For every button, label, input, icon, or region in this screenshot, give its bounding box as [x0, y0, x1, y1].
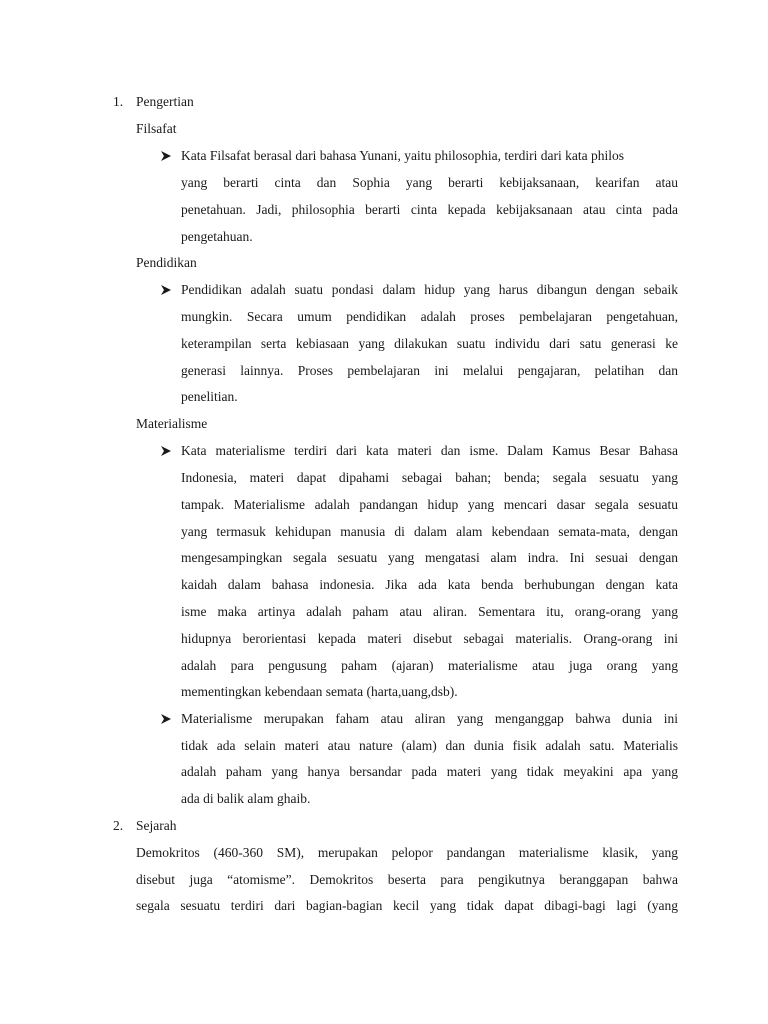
bullet-text-line: Pendidikan adalah suatu pondasi dalam hidup yang harus dibangun dengan sebaik	[181, 282, 678, 297]
subsection-title: Filsafat	[136, 121, 177, 136]
section-number: 1.	[113, 94, 124, 109]
section-number: 2.	[113, 818, 124, 833]
bullet-text-line: tidak ada selain materi atau nature (alam) dan dunia fisik adalah satu. Materialis	[181, 738, 678, 753]
paragraph-line: disebut juga “atomisme”. Demokritos beserta para pengikutnya beranggapan bahwa	[136, 872, 678, 887]
section-heading: Sejarah	[136, 818, 177, 833]
bullet-text-line: penetahuan. Jadi, philosophia berarti cinta kepada kebijaksanaan atau cinta pada	[181, 202, 678, 217]
bullet-text-line: yang termasuk kehidupan manusia di dalam alam kebendaan semata-mata, dengan	[181, 524, 678, 539]
section-heading: Pengertian	[136, 94, 194, 109]
bullet-text-line: pengetahuan.	[181, 229, 253, 244]
bullet-text-line: keterampilan serta kebiasaan yang dilakukan suatu individu dari satu generasi ke	[181, 336, 678, 351]
paragraph-line: segala sesuatu terdiri dari bagian-bagian kecil yang tidak dapat dibagi-bagi lagi (yang	[136, 898, 678, 913]
bullet-text-line: Kata Filsafat berasal dari bahasa Yunani, yaitu philosophia, terdiri dari kata philos	[181, 148, 624, 163]
bullet-text-line: mungkin. Secara umum pendidikan adalah proses pembelajaran pengetahuan,	[181, 309, 678, 324]
bullet-text-line: hidupnya berorientasi kepada materi disebut sebagai materialis. Orang-orang ini	[181, 631, 678, 646]
bullet-text-line: penelitian.	[181, 389, 238, 404]
bullet-text-line: Kata materialisme terdiri dari kata materi dan isme. Dalam Kamus Besar Bahasa	[181, 443, 678, 458]
bullet-text-line: yang berarti cinta dan Sophia yang berarti kebijaksanaan, kearifan atau	[181, 175, 678, 190]
paragraph-line: Demokritos (460-360 SM), merupakan pelopor pandangan materialisme klasik, yang	[136, 845, 678, 860]
bullet-text-line: generasi lainnya. Proses pembelajaran ini melalui pengajaran, pelatihan dan	[181, 363, 678, 378]
bullet-text-line: mementingkan kebendaan semata (harta,uang,dsb).	[181, 684, 458, 699]
bullet-text-line: Indonesia, materi dapat dipahami sebagai bahan; benda; segala sesuatu yang	[181, 470, 678, 485]
bullet-text-line: adalah para pengusung paham (ajaran) materialisme atau juga orang yang	[181, 658, 678, 673]
arrowhead-bullet-icon	[160, 713, 172, 725]
subsection-title: Pendidikan	[136, 255, 197, 270]
arrowhead-bullet-icon	[160, 284, 172, 296]
bullet-text-line: tampak. Materialisme adalah pandangan hidup yang mencari dasar segala sesuatu	[181, 497, 678, 512]
bullet-text-line: adalah paham yang hanya bersandar pada materi yang tidak meyakini apa yang	[181, 764, 678, 779]
arrowhead-bullet-icon	[160, 150, 172, 162]
bullet-text-line: Materialisme merupakan faham atau aliran yang menganggap bahwa dunia ini	[181, 711, 678, 726]
bullet-text-line: isme maka artinya adalah paham atau aliran. Sementara itu, orang-orang yang	[181, 604, 678, 619]
subsection-title: Materialisme	[136, 416, 208, 431]
bullet-text-line: ada di balik alam ghaib.	[181, 791, 311, 806]
bullet-text-line: kaidah dalam bahasa indonesia. Jika ada kata benda berhubungan dengan kata	[181, 577, 678, 592]
arrowhead-bullet-icon	[160, 445, 172, 457]
bullet-text-line: mengesampingkan segala sesuatu yang mengatasi alam indra. Ini sesuai dengan	[181, 550, 678, 565]
